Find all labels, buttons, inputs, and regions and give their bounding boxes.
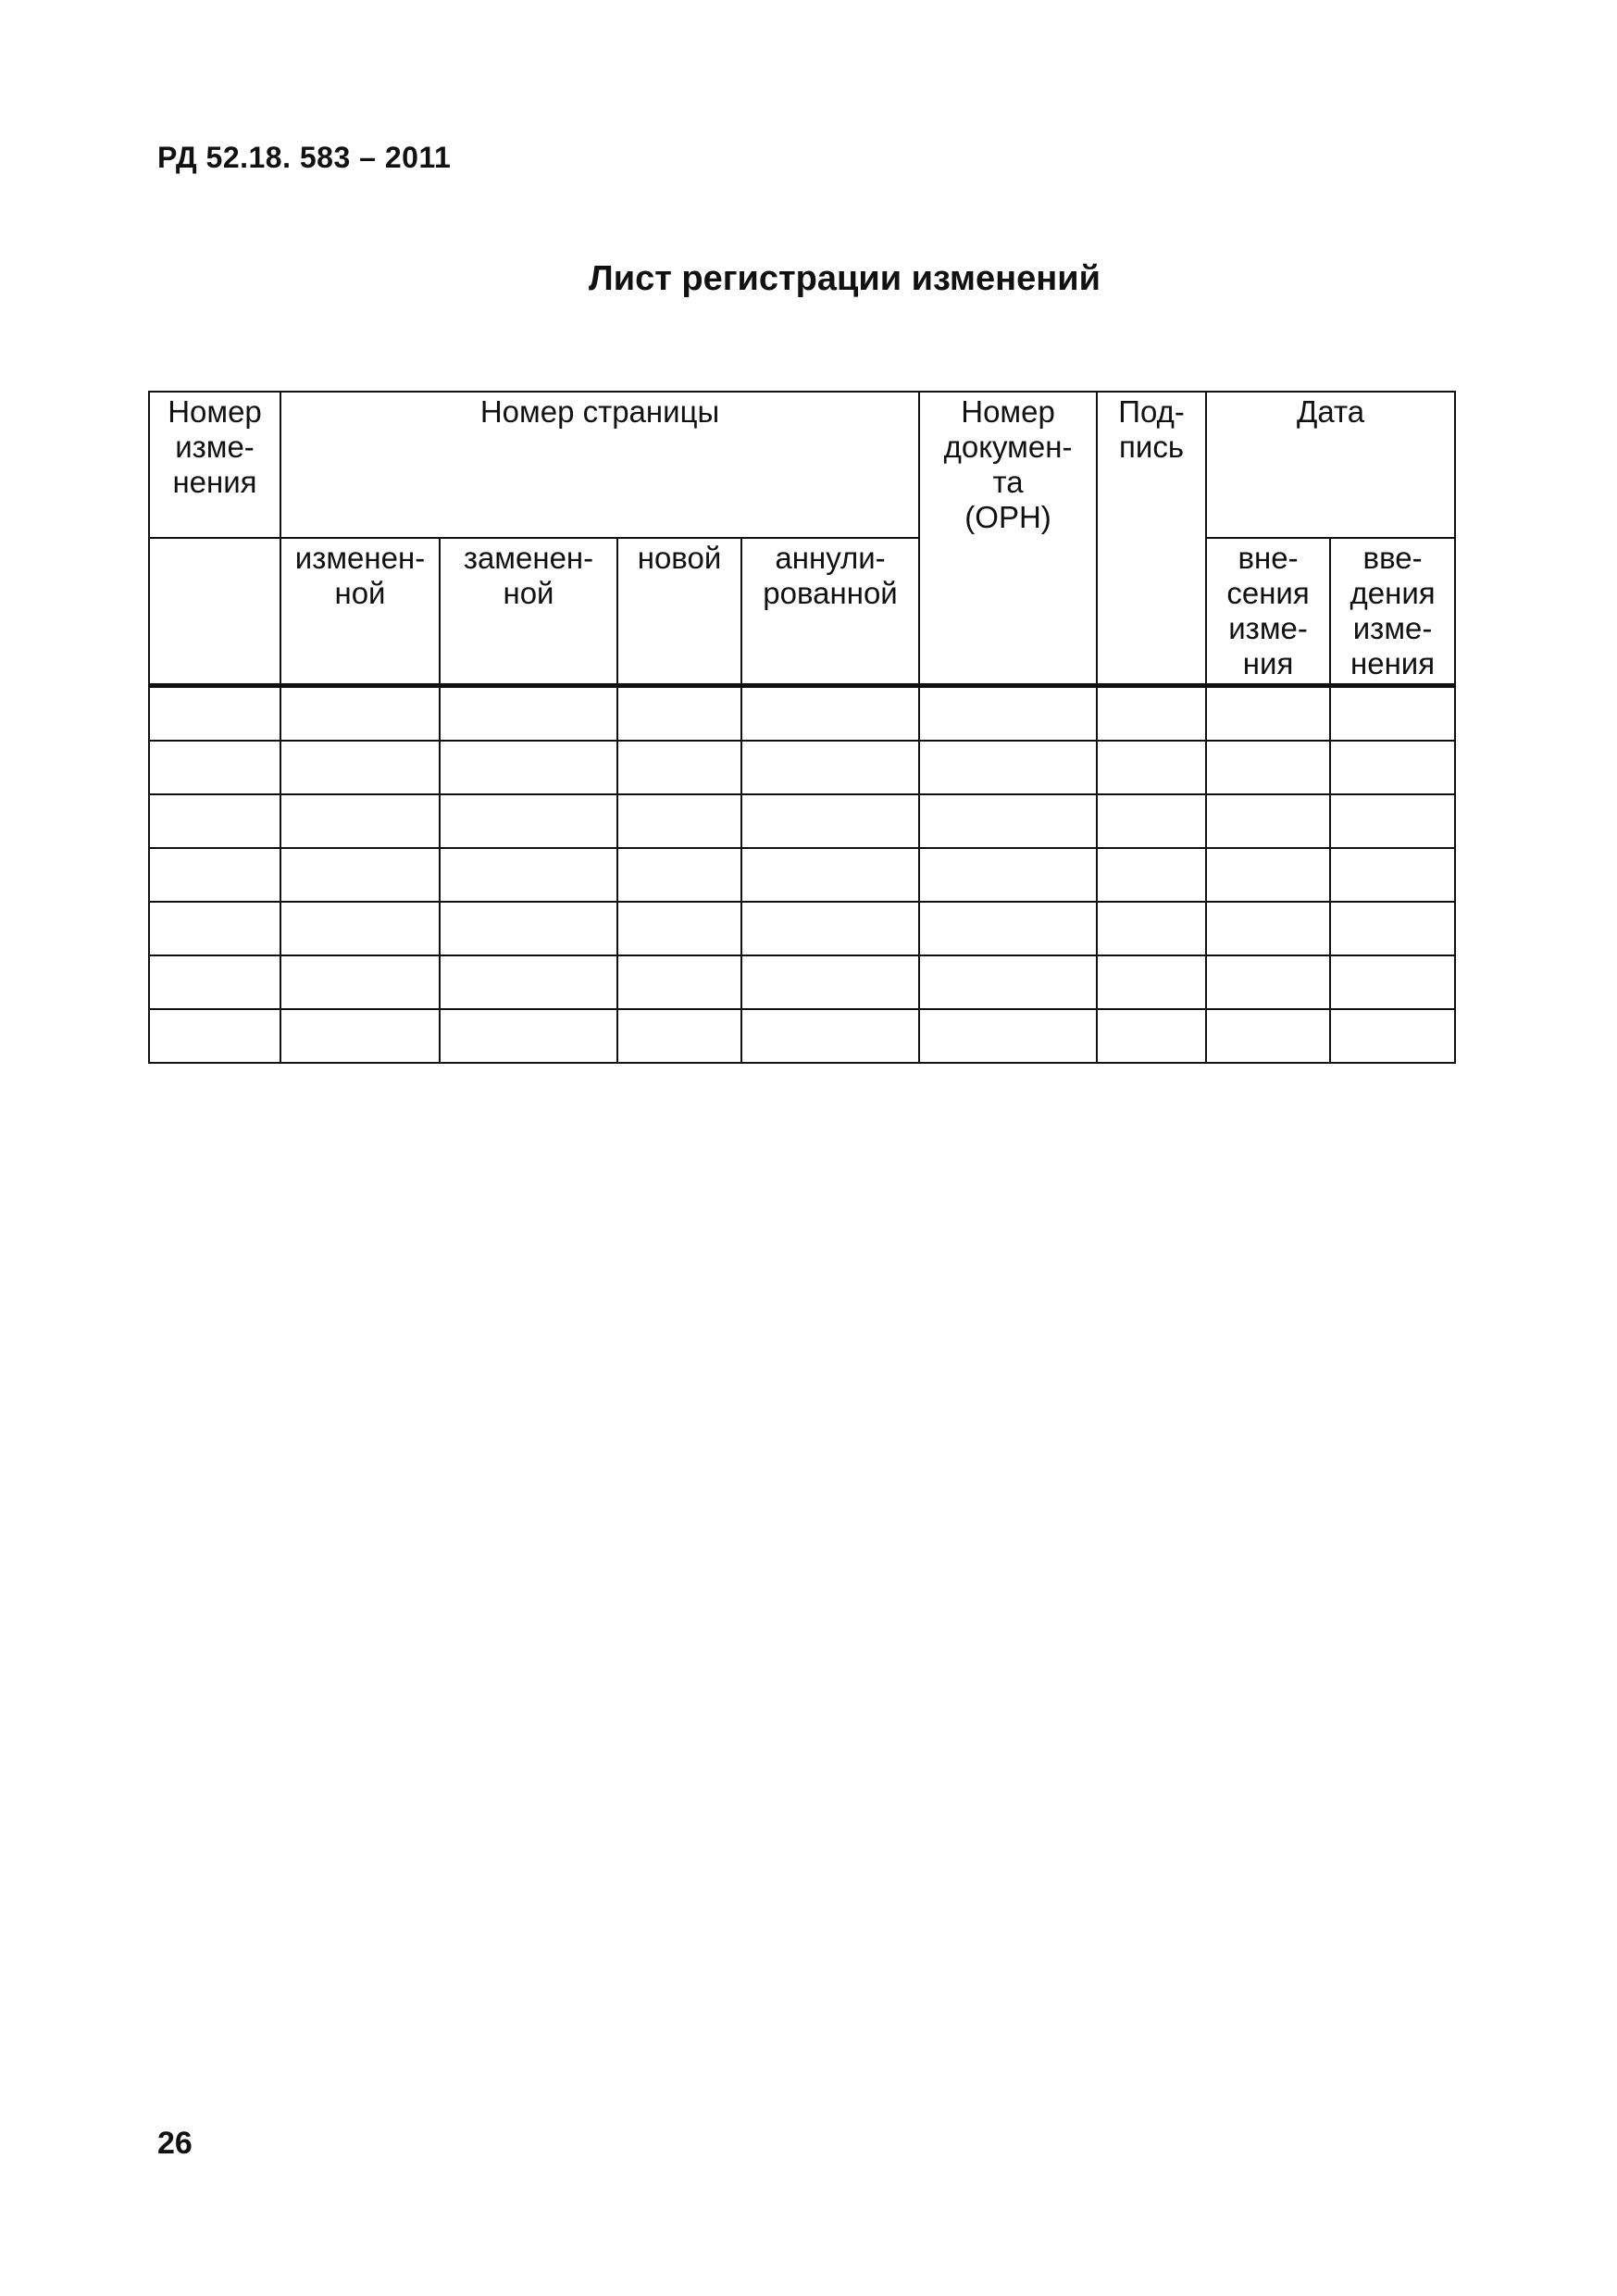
table-cell [741,955,919,1009]
header-date-group: Дата [1206,392,1455,538]
table-cell [919,741,1097,794]
table-row [149,955,1455,1009]
table-cell [1330,686,1455,742]
table-cell [1206,686,1330,742]
table-cell [741,1009,919,1063]
table-cell [1330,955,1455,1009]
header-changed: изменен- ной [280,538,440,686]
table-cell [741,848,919,902]
table-row [149,848,1455,902]
table-cell [149,1009,280,1063]
table-cell [1206,848,1330,902]
table-cell [440,1009,617,1063]
table-cell [1097,848,1206,902]
table-cell [919,1009,1097,1063]
table-cell [919,955,1097,1009]
table-cell [1330,1009,1455,1063]
table-cell [149,955,280,1009]
header-entry-date: вне- сения изме- ния [1206,538,1330,686]
table-cell [149,794,280,848]
table-cell [1206,794,1330,848]
table-cell [617,955,741,1009]
table-cell [440,848,617,902]
table-cell [1206,902,1330,955]
table-row [149,686,1455,742]
table-cell [741,741,919,794]
table-cell [1097,902,1206,955]
table-cell [149,902,280,955]
table-cell [1097,1009,1206,1063]
table-cell [1330,902,1455,955]
table-cell [280,955,440,1009]
table-row [149,902,1455,955]
table-cell [919,902,1097,955]
table-cell [149,686,280,742]
table-cell [1330,848,1455,902]
table-cell [617,1009,741,1063]
table-cell [440,955,617,1009]
table-cell [440,741,617,794]
header-signature: Под- пись [1097,392,1206,686]
table-cell [280,1009,440,1063]
table-cell [617,902,741,955]
table-cell [919,848,1097,902]
table-cell [440,902,617,955]
table-cell [1206,955,1330,1009]
table-cell [440,794,617,848]
table-cell [440,686,617,742]
table-row [149,1009,1455,1063]
table-cell [149,848,280,902]
table-cell [617,741,741,794]
table-cell [149,741,280,794]
header-page-number-group: Номер страницы [280,392,919,538]
table-row [149,794,1455,848]
table-cell [617,686,741,742]
page-number: 26 [157,2126,193,2161]
table-cell [1097,686,1206,742]
table-cell [280,741,440,794]
header-change-number: Номер изме- нения [149,392,280,538]
table-cell [617,848,741,902]
table-cell [1330,741,1455,794]
sheet-title: Лист регистрации изменений [589,259,1101,298]
table-cell [741,686,919,742]
table-cell [1206,1009,1330,1063]
table-cell [1330,794,1455,848]
table-row [149,741,1455,794]
table-cell [919,686,1097,742]
table-cell [741,902,919,955]
header-annulled: аннули- рованной [741,538,919,686]
header-replaced: заменен- ной [440,538,617,686]
table-cell [617,794,741,848]
table-cell [280,686,440,742]
table-cell [280,902,440,955]
change-registration-table [148,391,1456,1064]
table-cell [280,794,440,848]
header-new: новой [617,538,741,686]
header-empty-cell [149,538,280,686]
header-document-number: Номер докумен- та (ОРН) [919,392,1097,686]
table-cell [1097,741,1206,794]
table-cell [1097,955,1206,1009]
table-cell [1206,741,1330,794]
document-code: РД 52.18. 583 – 2011 [157,141,452,174]
table-cell [919,794,1097,848]
table-cell [741,794,919,848]
table-cell [1097,794,1206,848]
header-effective-date: вве- дения изме- нения [1330,538,1455,686]
table-cell [280,848,440,902]
